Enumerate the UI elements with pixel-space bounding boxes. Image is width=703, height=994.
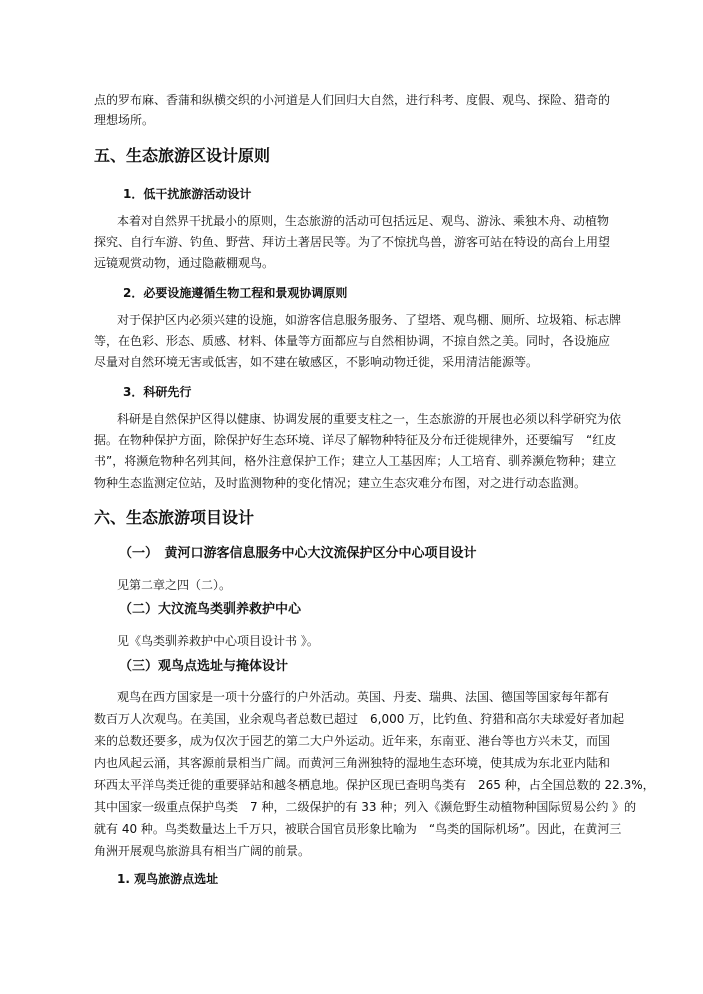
paragraph-line: 观鸟在西方国家是一项十分盛行的户外活动。英国、丹麦、瑞典、法国、德国等国家每年都有 xyxy=(117,690,610,704)
paragraph-line: 见《鸟类驯养救护中心项目设计书 》。 xyxy=(117,634,319,648)
paragraph-line: 书”，将濒危物种名列其间，格外注意保护工作；建立人工基因库；人工培育、驯养濒危物种；建立 xyxy=(94,454,617,468)
intro-line: 点的罗布麻、香蒲和纵横交织的小河道是人们回归大自然，进行科考、度假、观鸟、探险、猎奇的 xyxy=(94,93,611,107)
paragraph-line: 见第二章之四（二）。 xyxy=(117,578,232,592)
subsection-heading: 1．低干扰旅游活动设计 xyxy=(123,187,252,201)
paragraph-line: 探究、自行车游、钓鱼、野营、拜访土著居民等。为了不惊扰鸟兽，游客可站在特设的高台上用望 xyxy=(94,235,611,249)
subsection-heading: （三）观鸟点选址与掩体设计 xyxy=(119,659,289,674)
paragraph-line: 物种生态监测定位站，及时监测物种的变化情况；建立生态灾难分布图，对之进行动态监测。 xyxy=(94,476,587,490)
intro-line: 理想场所。 xyxy=(94,113,155,127)
paragraph-line: 远镜观赏动物，通过隐蔽棚观鸟。 xyxy=(94,256,275,270)
paragraph-line: 就有 40 种。鸟类数量达上千万只，被联合国官员形象比喻为 “鸟类的国际机场”。因此，在黄河三 xyxy=(94,822,622,836)
paragraph-line: 等，在色彩、形态、质感、材料、体量等方面都应与自然相协调，不掠自然之美。同时，各设施应 xyxy=(94,334,611,348)
subsection-heading: （二）大汶流鸟类驯养救护中心 xyxy=(119,602,302,617)
subsection-heading: （一） 黄河口游客信息服务中心大汶流保护区分中心项目设计 xyxy=(119,546,477,561)
paragraph-line: 科研是自然保护区得以健康、协调发展的重要支柱之一，生态旅游的开展也必须以科学研究为依 xyxy=(117,412,622,426)
paragraph-line: 对于保护区内必须兴建的设施，如游客信息服务服务、了望塔、观鸟棚、厕所、垃圾箱、标志牌 xyxy=(117,313,622,327)
paragraph-line: 尽量对自然环境无害或低害，如不建在敏感区，不影响动物迁徙，采用清洁能源等。 xyxy=(94,355,539,369)
section-title: 五、生态旅游区设计原则 xyxy=(94,146,271,165)
paragraph-line: 环西太平洋鸟类迁徙的重要驿站和越冬栖息地。保护区现已查明鸟类有 265 种，占全国总数的 22.3%， xyxy=(94,778,655,792)
subsection-heading: 2．必要设施遵循生物工程和景观协调原则 xyxy=(123,286,348,300)
subsection-heading: 1. 观鸟旅游点选址 xyxy=(117,872,219,886)
paragraph-line: 数百万人次观鸟。在美国，业余观鸟者总数已超过 6,000 万，比钓鱼、狩猎和高尔夫球爱好者加起 xyxy=(94,712,625,726)
paragraph-line: 内也风起云涌，其客源前景相当广阔。而黄河三角洲独特的湿地生态环境，使其成为东北亚内陆和 xyxy=(94,756,611,770)
paragraph-line: 据。在物种保护方面，除保护好生态环境、详尽了解物种特征及分布迁徙规律外，还要编写 “红皮 xyxy=(94,433,617,447)
paragraph-line: 本着对自然界干扰最小的原则，生态旅游的活动可包括远足、观鸟、游泳、乘独木舟、动植物 xyxy=(117,214,610,228)
paragraph-line: 角洲开展观鸟旅游具有相当广阔的前景。 xyxy=(94,844,311,858)
subsection-heading: 3．科研先行 xyxy=(123,385,192,399)
paragraph-line: 来的总数还要多，成为仅次于园艺的第二大户外运动。近年来，东南亚、港台等也方兴未艾，而国 xyxy=(94,734,611,748)
section-title: 六、生态旅游项目设计 xyxy=(94,508,255,527)
paragraph-line: 其中国家一级重点保护鸟类 7 种，二级保护的有 33 种；列入《濒危野生动植物种国际贸易公约 》的 xyxy=(94,800,637,814)
